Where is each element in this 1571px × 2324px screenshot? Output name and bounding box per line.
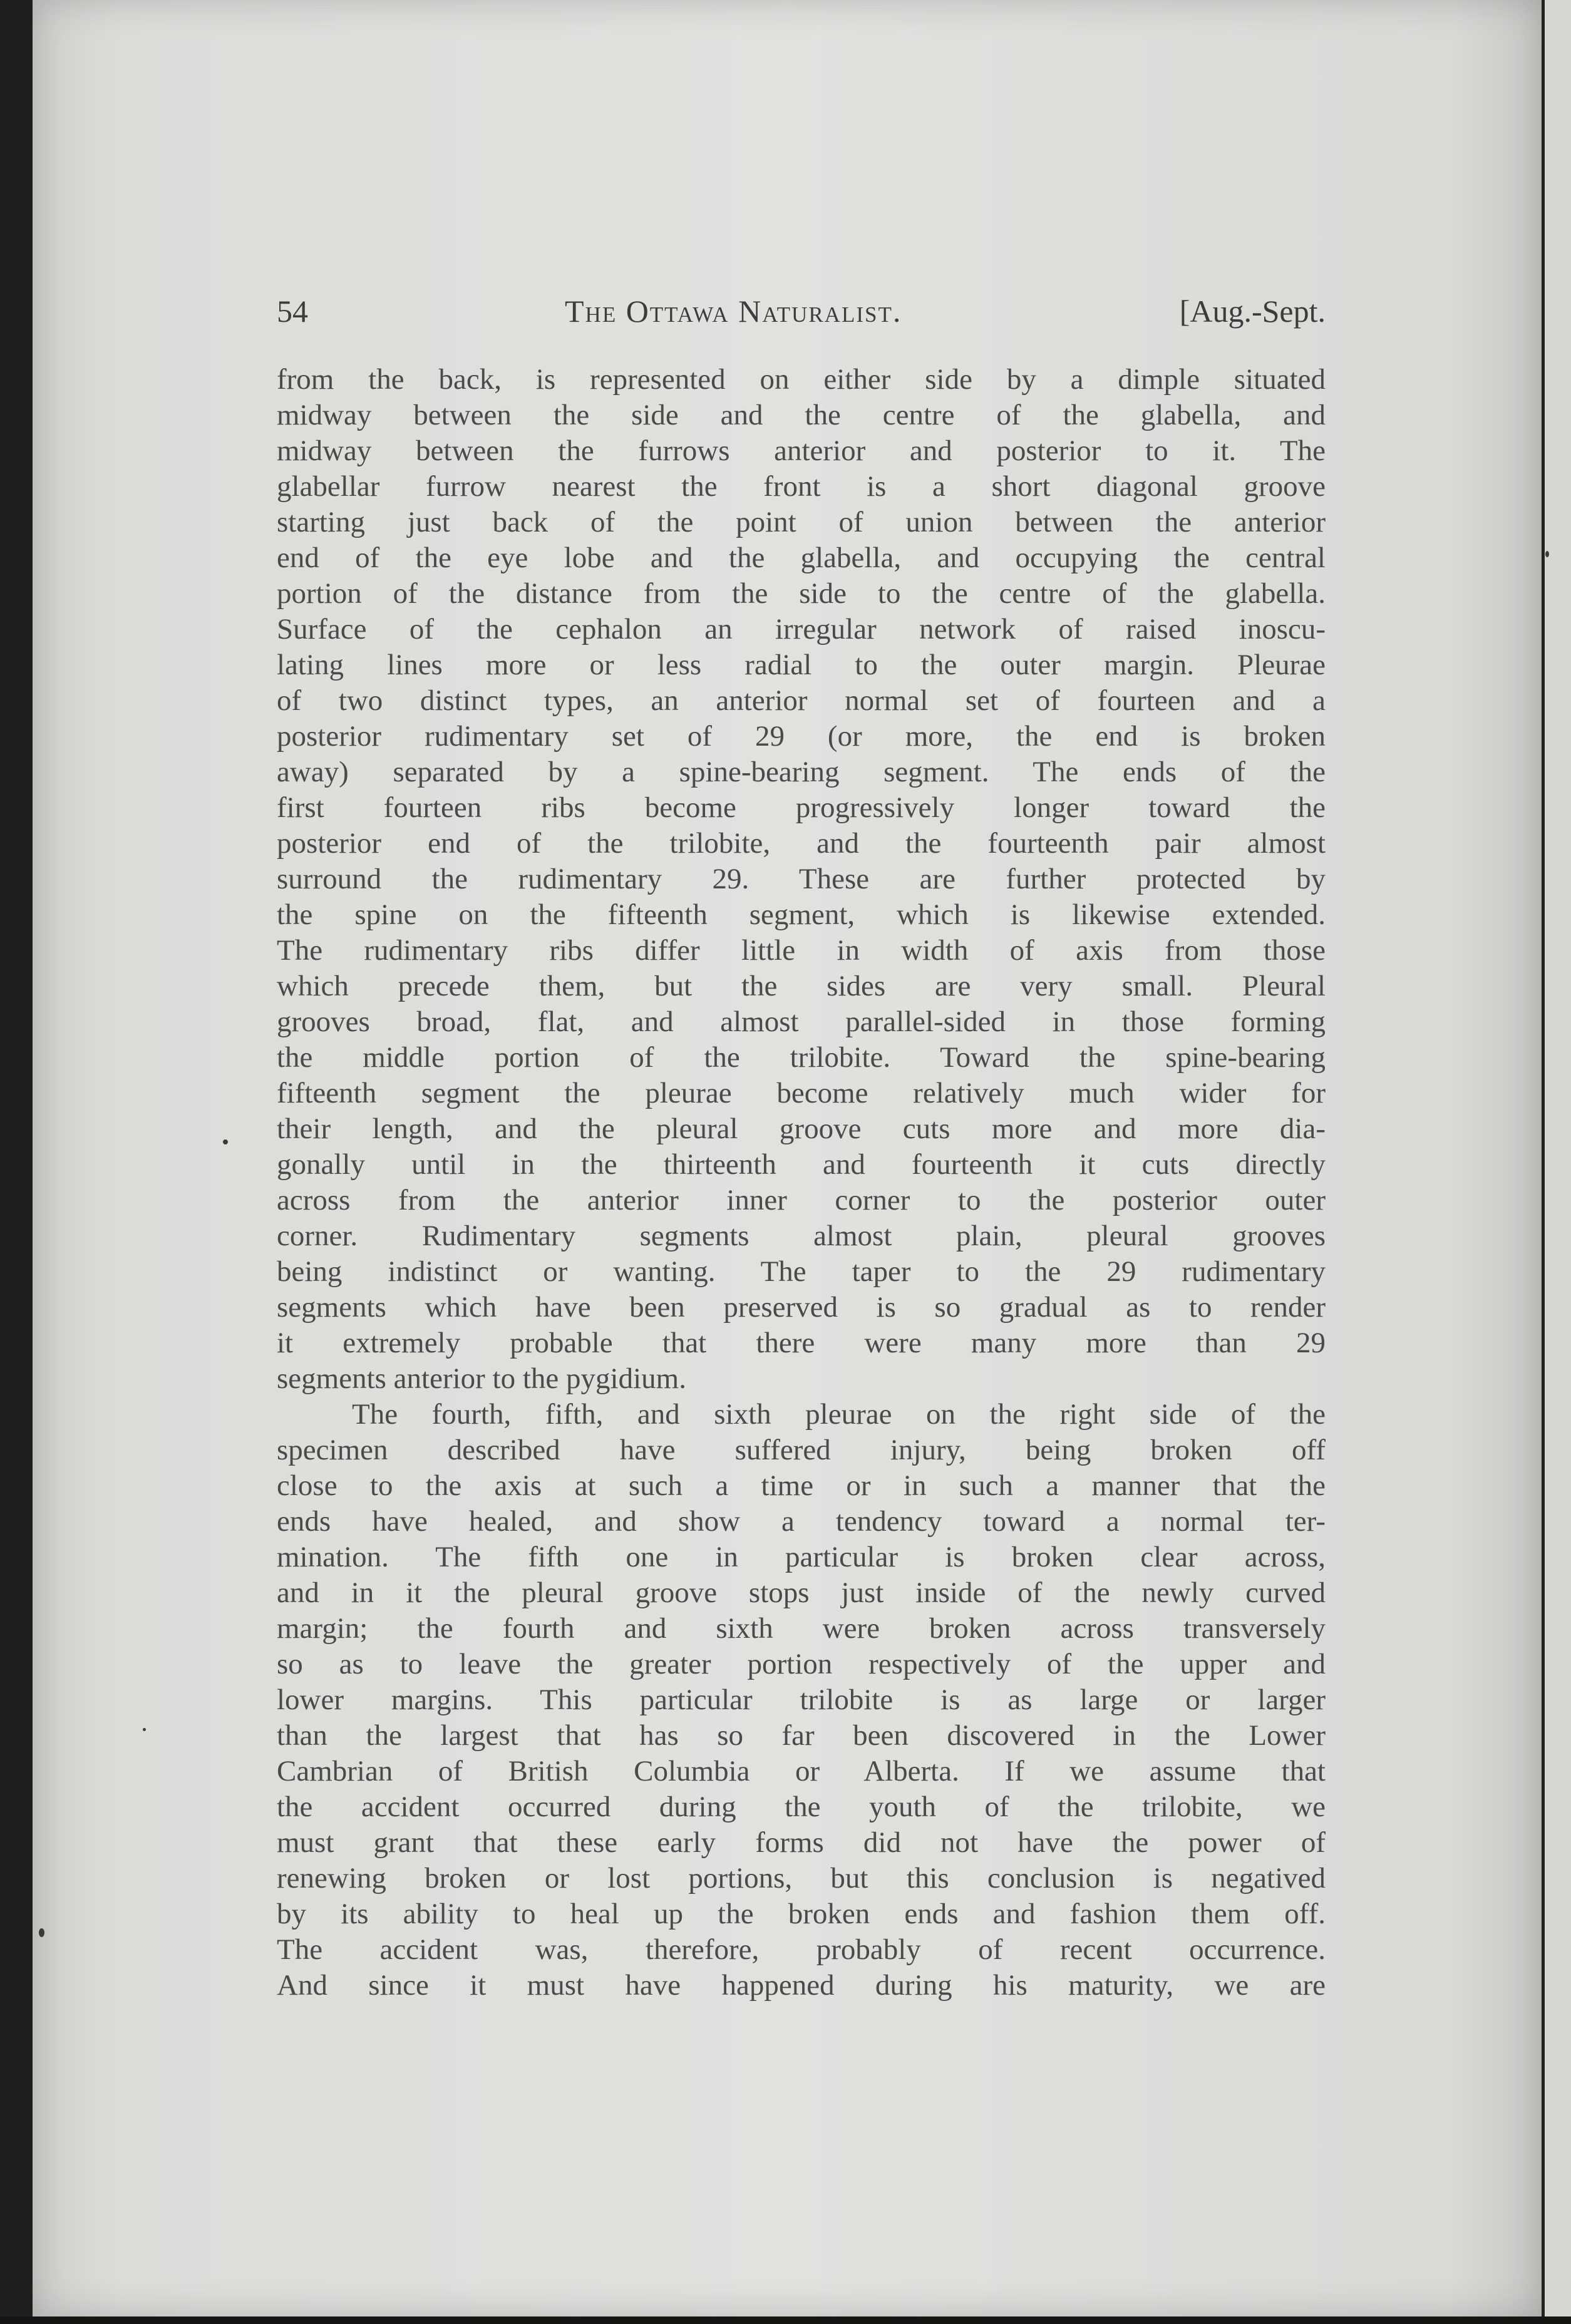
text-line: segments which have been preserved is so gradual as to render xyxy=(277,1291,1326,1324)
scan-bottom-edge xyxy=(0,2316,1571,2324)
text-line: Cambrian of British Columbia or Alberta. If we assume that xyxy=(277,1755,1326,1787)
text-line: from the back, is represented on either side by a dimple situated xyxy=(277,363,1326,396)
dust-speck xyxy=(39,1928,44,1937)
text-line: end of the eye lobe and the glabella, and occupying the central xyxy=(277,542,1326,574)
text-line: first fourteen ribs become progressively longer toward the xyxy=(277,791,1326,824)
text-line: glabellar furrow nearest the front is a short diagonal groove xyxy=(277,470,1326,503)
text-line: grooves broad, flat, and almost parallel-sided in those forming xyxy=(277,1005,1326,1038)
text-line: the accident occurred during the youth of the trilobite, we xyxy=(277,1791,1326,1823)
text-line: so as to leave the greater portion respectively of the upper and xyxy=(277,1648,1326,1680)
running-header xyxy=(277,288,1326,338)
text-line: being indistinct or wanting. The taper to the 29 rudimentary xyxy=(277,1255,1326,1288)
text-line: gonally until in the thirteenth and fourteenth it cuts directly xyxy=(277,1148,1326,1181)
dust-speck xyxy=(143,1728,146,1731)
text-line: which precede them, but the sides are very small. Pleural xyxy=(277,970,1326,1002)
issue-date: [Aug.-Sept. xyxy=(1179,294,1326,329)
text-line: The rudimentary ribs differ little in width of axis from those xyxy=(277,934,1326,967)
text-line: Surface of the cephalon an irregular network of raised inoscu- xyxy=(277,613,1326,645)
text-line: renewing broken or lost portions, but this conclusion is negatived xyxy=(277,1862,1326,1895)
text-line: And since it must have happened during his maturity, we are xyxy=(277,1969,1326,2002)
text-line: surround the rudimentary 29. These are further protected by xyxy=(277,863,1326,895)
text-line: and in it the pleural groove stops just inside of the newly curved xyxy=(277,1576,1326,1609)
text-line: specimen described have suffered injury, being broken off xyxy=(277,1434,1326,1466)
text-line: The accident was, therefore, probably of recent occurrence. xyxy=(277,1933,1326,1966)
text-line: the spine on the fifteenth segment, which is likewise extended. xyxy=(277,898,1326,931)
text-line: corner. Rudimentary segments almost plain, pleural grooves xyxy=(277,1220,1326,1252)
text-line: portion of the distance from the side to the centre of the glabella. xyxy=(277,577,1326,610)
paragraph-last-line: segments anterior to the pygidium. xyxy=(277,1362,686,1395)
text-line: close to the axis at such a time or in such a manner that the xyxy=(277,1469,1326,1502)
text-line: their length, and the pleural groove cuts more and more dia- xyxy=(277,1113,1326,1145)
text-line: of two distinct types, an anterior normal set of fourteen and a xyxy=(277,684,1326,717)
text-line: away) separated by a spine-bearing segment. The ends of the xyxy=(277,756,1326,788)
text-line: margin; the fourth and sixth were broken across transversely xyxy=(277,1612,1326,1645)
text-line: must grant that these early forms did not have the power of xyxy=(277,1826,1326,1859)
text-line: ends have healed, and show a tendency toward a normal ter- xyxy=(277,1505,1326,1538)
text-line: than the largest that has so far been discovered in the Lower xyxy=(277,1719,1326,1752)
text-line: lating lines more or less radial to the outer margin. Pleurae xyxy=(277,649,1326,681)
page-number: 54 xyxy=(277,294,308,329)
text-line: posterior rudimentary set of 29 (or more, the end is broken xyxy=(277,720,1326,753)
journal-title: The Ottawa Naturalist. xyxy=(565,294,902,329)
text-line: it extremely probable that there were many more than 29 xyxy=(277,1327,1326,1359)
text-line: by its ability to heal up the broken ends and fashion them off. xyxy=(277,1898,1326,1930)
paragraph-first-line: The fourth, fifth, and sixth pleurae on the right side of the xyxy=(352,1398,1326,1431)
text-line: midway between the side and the centre of the glabella, and xyxy=(277,399,1326,431)
text-line: lower margins. This particular trilobite is as large or larger xyxy=(277,1684,1326,1716)
text-line: mination. The fifth one in particular is broken clear across, xyxy=(277,1541,1326,1573)
text-line: starting just back of the point of union between the anterior xyxy=(277,506,1326,538)
next-page-edge xyxy=(1542,0,1571,2324)
text-line: fifteenth segment the pleurae become relatively much wider for xyxy=(277,1077,1326,1109)
body-text xyxy=(277,362,1326,2003)
text-line: posterior end of the trilobite, and the fourteenth pair almost xyxy=(277,827,1326,860)
text-line: the middle portion of the trilobite. Toward the spine-bearing xyxy=(277,1041,1326,1074)
dust-speck xyxy=(1545,551,1549,557)
text-line: midway between the furrows anterior and posterior to it. The xyxy=(277,434,1326,467)
dust-speck xyxy=(223,1139,228,1144)
text-line: across from the anterior inner corner to the posterior outer xyxy=(277,1184,1326,1216)
